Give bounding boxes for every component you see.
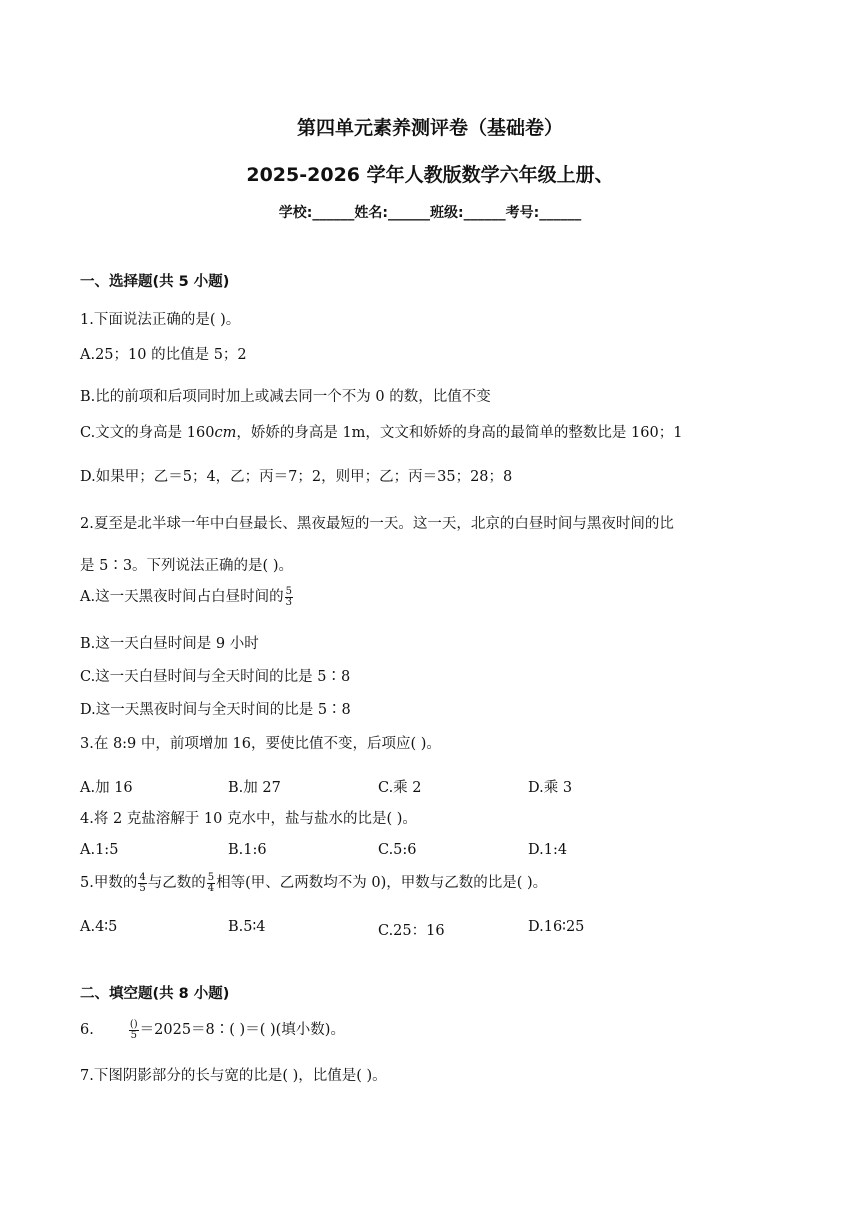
question-4-option-b: B.1:6 <box>228 842 267 858</box>
fraction-numerator: 5 <box>207 871 215 883</box>
section-heading-fill-in: 二、填空题(共 8 小题) <box>80 986 230 1002</box>
question-1-option-b: B.比的前项和后项同时加上或减去同一个不为 0 的数，比值不变 <box>80 389 491 405</box>
fraction-denominator: 5 <box>139 882 146 894</box>
question-4-option-c: C.5:6 <box>378 842 417 858</box>
student-info-line: 学校:______姓名:______班级:______考号:______ <box>278 205 582 221</box>
question-2-option-b: B.这一天白昼时间是 9 小时 <box>80 636 259 652</box>
fraction <box>207 873 215 894</box>
question-2-option-c: C.这一天白昼时间与全天时间的比是 5∶8 <box>80 669 351 685</box>
question-5-option-a: A.4∶5 <box>80 919 118 935</box>
question-5-text-mid: 与乙数的 <box>147 875 206 891</box>
question-6-text: ＝2025＝8∶( )＝( )(填小数)。 <box>139 1022 345 1038</box>
question-2-option-d: D.这一天黑夜时间与全天时间的比是 5∶8 <box>80 702 351 718</box>
question-3-stem: 3.在 8:9 中，前项增加 16，要使比值不变，后项应( )。 <box>80 736 441 752</box>
question-2-option-a <box>80 585 294 608</box>
question-6 <box>80 1018 345 1041</box>
question-5-text-post: 相等(甲、乙两数均不为 0)，甲数与乙数的比是( )。 <box>216 875 548 891</box>
fraction-numerator: 5 <box>285 585 292 597</box>
question-3-option-a: A.加 16 <box>80 780 133 796</box>
question-3-option-d: D.乘 3 <box>528 780 573 796</box>
question-4-stem: 4.将 2 克盐溶解于 10 克水中，盐与盐水的比是( )。 <box>80 811 417 827</box>
question-1-option-a: A.25；10 的比值是 5；2 <box>80 347 247 363</box>
question-3-option-c: C.乘 2 <box>378 780 422 796</box>
question-5-option-c: C.25：16 <box>378 923 445 939</box>
question-5-stem <box>80 871 547 894</box>
question-1-option-d: D.如果甲；乙＝5；4，乙；丙＝7；2，则甲；乙；丙＝35；28；8 <box>80 469 513 485</box>
question-5-option-b: B.5∶4 <box>228 919 266 935</box>
fraction-numerator: 4 <box>139 871 146 883</box>
fraction-denominator: 4 <box>207 882 215 894</box>
exam-title: 第四单元素养测评卷（基础卷） <box>296 117 563 139</box>
question-5-option-d: D.16∶25 <box>528 919 585 935</box>
fraction <box>138 873 146 894</box>
question-6-number: 6. <box>80 1022 94 1038</box>
question-1-option-c: C.文文的身高是 160𝑐𝑚，娇娇的身高是 1m，文文和娇娇的身高的最简单的整数比是 160；1 <box>80 425 683 441</box>
question-3-option-b: B.加 27 <box>228 780 281 796</box>
question-2-option-a-text: A.这一天黑夜时间占白昼时间的 <box>80 589 284 605</box>
question-7-stem: 7.下图阴影部分的长与宽的比是( )，比值是( )。 <box>80 1068 387 1084</box>
question-2-stem-line2: 是 5∶3。下列说法正确的是( )。 <box>80 558 293 574</box>
fraction-denominator: 3 <box>285 596 292 608</box>
fraction-denominator: 5 <box>130 1029 137 1041</box>
exam-subtitle: 2025-2026 学年人教版数学六年级上册、 <box>246 164 614 186</box>
fraction <box>129 1020 139 1041</box>
section-heading-choice: 一、选择题(共 5 小题) <box>80 274 230 290</box>
fraction-numerator: () <box>129 1018 138 1030</box>
question-4-option-a: A.1:5 <box>80 842 119 858</box>
question-2-stem-line1: 2.夏至是北半球一年中白昼最长、黑夜最短的一天。这一天，北京的白昼时间与黑夜时间的比 <box>80 516 674 532</box>
question-5-text-pre: 5.甲数的 <box>80 875 138 891</box>
question-4-option-d: D.1:4 <box>528 842 568 858</box>
fraction <box>285 587 293 608</box>
question-1-stem: 1.下面说法正确的是( )。 <box>80 312 241 328</box>
